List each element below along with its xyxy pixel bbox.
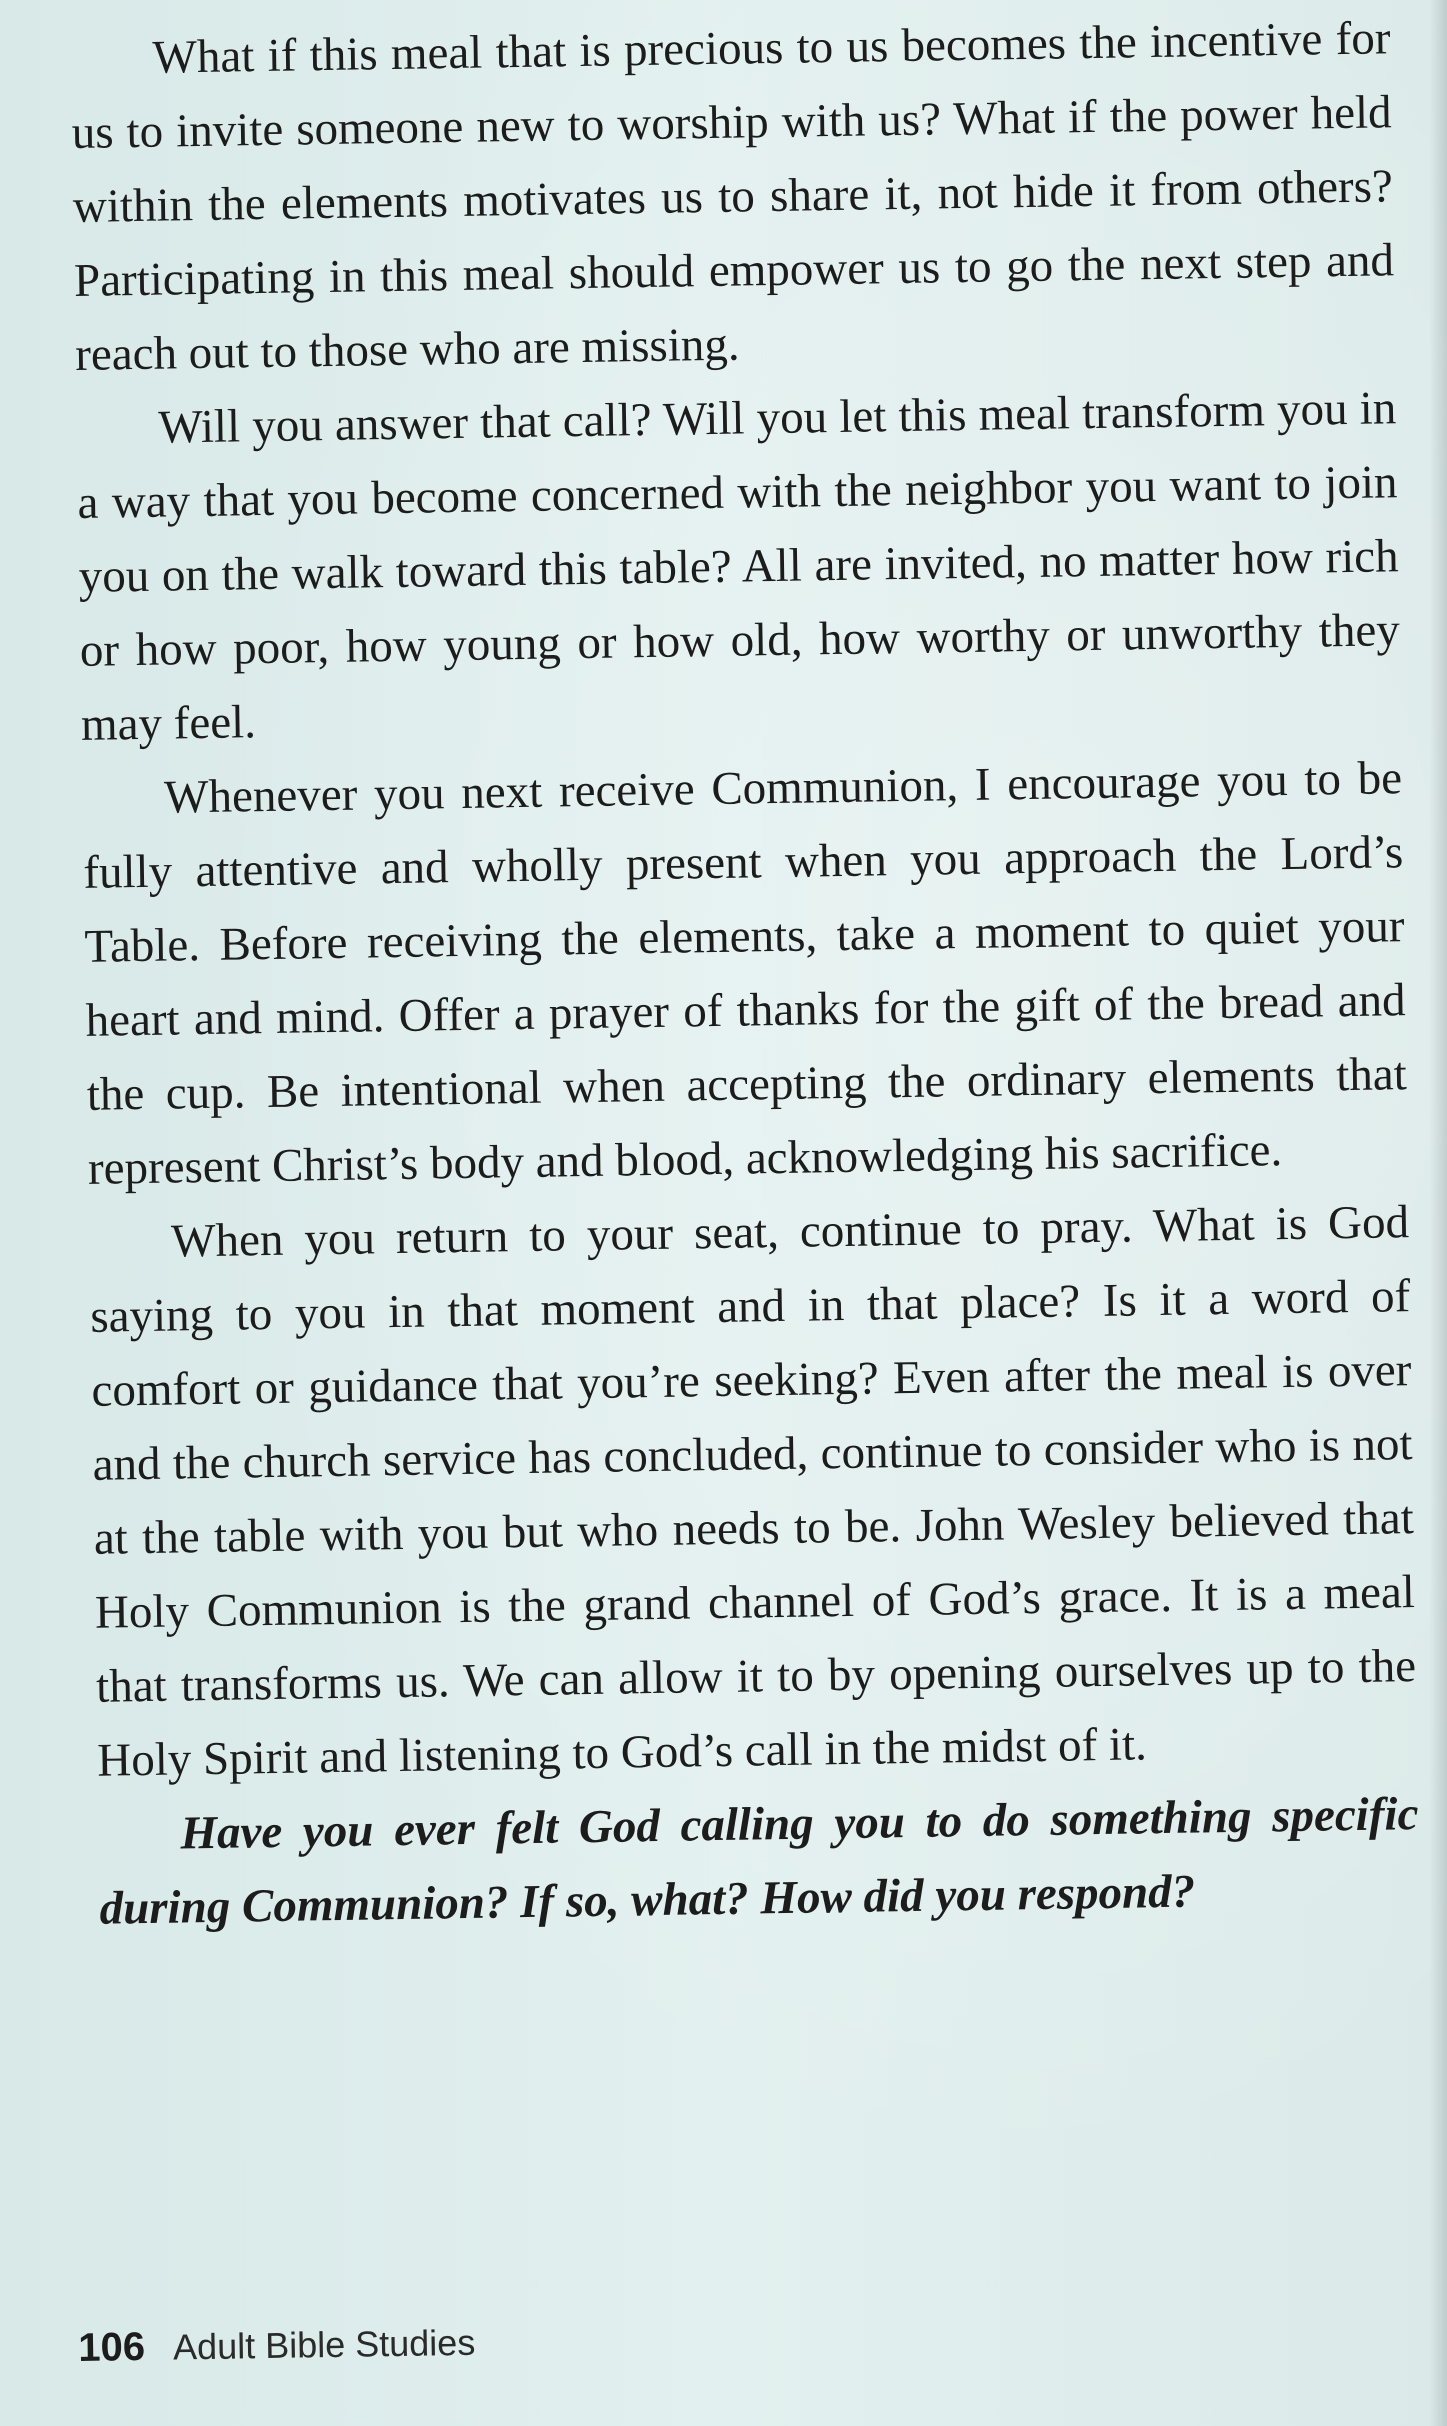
paragraph-4: When you return to your seat, continue to pray. What is God saying to you in that moment and in that place? Is it a word of comfort or guidance that you’re seeking? Even after the meal is over and the church service has concluded, continue to consider who is not at the table with you but who needs to be. John Wesley believed that Holy Communion is the grand channel of God’s grace. It is a meal that transforms us. We can allow it to by opening ourselves up to the Holy Spirit and listening to God’s call in the midst of it. xyxy=(89,1196,1417,1787)
binding-shadow xyxy=(1429,0,1447,2426)
paragraph-3: Whenever you next receive Communion, I encourage you to be fully attentive and wholly present when you approach the Lord’s Table. Before receiving the elements, take a moment to quiet your heart and mind. Offer a prayer of thanks for the gift of the bread and the cup. Be intentional when accepting the ordinary elements that represent Christ’s body and blood, acknowledging his sacrifice. xyxy=(82,752,1408,1195)
publication-title: Adult Bible Studies xyxy=(172,2321,476,2368)
page-footer xyxy=(78,2320,476,2371)
reflection-question: Have you ever felt God calling you to do something specific during Communion? If so, what? How did you respond? xyxy=(99,1788,1419,1935)
paragraph-2: Will you answer that call? Will you let this meal transform you in a way that you become concerned with the neighbor you want to join you on the walk toward this table? All are invited, no matter how rich or how poor, how young or how old, how worthy or unworthy they may feel. xyxy=(77,382,1401,751)
page-number: 106 xyxy=(78,2324,146,2370)
body-text xyxy=(70,1,1420,1945)
paragraph-1: What if this meal that is precious to us becomes the incentive for us to invite someone new to worship with us? What if the power held within the elements motivates us to share it, not hide it from others? Participating in this meal should empower us to go the next step and reach out to those who are missing. xyxy=(71,12,1395,381)
